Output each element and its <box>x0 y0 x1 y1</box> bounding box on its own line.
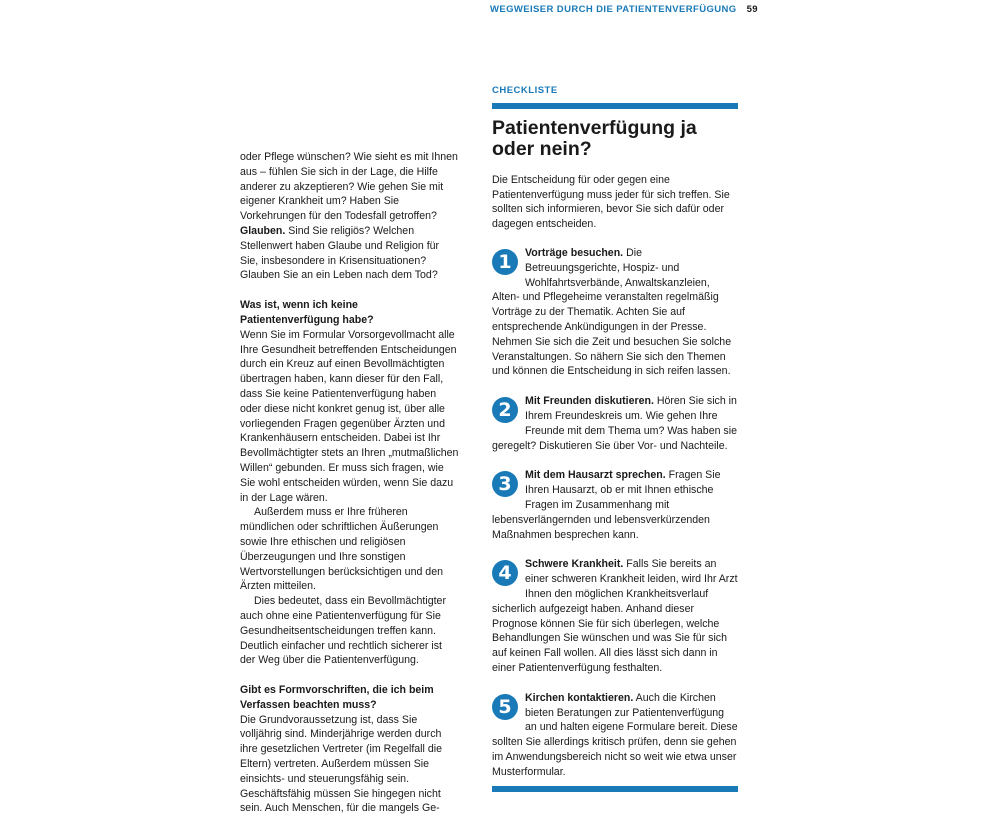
item-heading: Schwere Krankheit. <box>525 558 624 571</box>
number-circle-icon: 4 <box>492 560 518 586</box>
number-circle-icon: 1 <box>492 249 518 275</box>
checklist-kicker: CHECKLISTE <box>492 85 558 96</box>
item-text: Falls Sie bereits an einer schweren Krankheit leiden, wird Ihr Arzt Ihnen den möglichen Krankheitsverlauf sicherlich aufgezeigt haben. Anhand dieser Prognose können Sie für sich überlegen, welche Behandlungen Sie wünschen und was Sie für sich auf keinen Fall wollen. All dies lässt sich dann in einer Patientenverfügung festhalten. <box>492 558 738 674</box>
checklist-item <box>492 691 738 780</box>
paragraph: Dies bedeutet, dass ein Bevollmächtigter auch ohne eine Patientenverfügung für Sie Gesundheitsentscheidungen treffen kann. Deutlich einfacher und rechtlich sicherer ist der Weg über die Patientenverfügung. <box>240 595 446 667</box>
item-heading: Mit Freunden diskutieren. <box>525 395 654 408</box>
paragraph: Die Grundvoraussetzung ist, dass Sie volljährig sind. Minderjährige werden durch ihre gesetzlichen Vertreter (im Regelfall die Eltern) vertreten. Außerdem müssen Sie einsichts- und steuerungsfähig sein. Geschäftsfähig müssen Sie hingegen nicht sein. Auch Menschen, für die mangels Ge- <box>240 713 442 815</box>
number-circle-icon: 3 <box>492 471 518 497</box>
section-heading: Gibt es Formvorschriften, die ich beim Verfassen beachten muss? <box>240 684 434 711</box>
number-circle-icon: 5 <box>492 694 518 720</box>
accent-rule-top <box>492 103 738 109</box>
checklist-item <box>492 394 738 453</box>
item-text: Auch die Kirchen bieten Beratungen zur Patientenverfügung an und halten eigene Formulare bereit. Diese sollten Sie allerdings kritisch prüfen, denn sie gehen im Anwendungsbereich nicht so weit wie etwa unser Musterformular. <box>492 691 738 778</box>
checklist-intro: Die Entscheidung für oder gegen eine Patientenverfügung muss jeder für sich treffen. Sie sollten sich informieren, bevor Sie sich dafür oder dagegen entscheiden. <box>492 173 730 231</box>
checklist-item <box>492 246 738 379</box>
item-text: Fragen Sie Ihren Hausarzt, ob er mit Ihnen ethische Fragen im Zusammenhang mit lebensverlängernden und lebensverkürzenden Maßnahmen besprechen kann. <box>492 469 721 541</box>
item-text: Die Betreuungsgerichte, Hospiz- und Wohlfahrtsverbände, Anwaltskanzleien, Alten- und Pflegeheime veranstalten regelmäßig Vorträge zu der Thematik. Achten Sie auf entsprechende Ankündigungen in der Presse. Nehmen Sie sich die Zeit und besuchen Sie solche Veranstaltungen. So nähern Sie sich den Themen und können die Entscheidung in sich reifen lassen. <box>492 246 732 378</box>
run-in-heading: Glauben. <box>240 224 286 237</box>
accent-rule-bottom <box>492 786 738 792</box>
left-column <box>240 150 460 816</box>
paragraph: oder Pflege wünschen? Wie sieht es mit Ihnen aus – fühlen Sie sich in der Lage, die Hilfe anderer zu akzeptieren? Wie gehen Sie mit eigener Krankheit um? Haben Sie Vorkehrungen für den Todesfall getroffen? <box>240 151 458 223</box>
checklist-title: Patientenverfügung ja oder nein? <box>492 116 697 160</box>
item-heading: Kirchen kontaktieren. <box>525 691 634 704</box>
running-header <box>490 4 765 15</box>
paragraph <box>240 224 460 283</box>
item-heading: Mit dem Hausarzt sprechen. <box>525 469 666 482</box>
checklist-item <box>492 468 738 542</box>
item-heading: Vorträge besuchen. <box>525 246 624 259</box>
page-number: 59 <box>746 4 758 15</box>
running-header-title: WEGWEISER DURCH DIE PATIENTENVERFÜGUNG <box>490 4 737 15</box>
number-circle-icon: 2 <box>492 397 518 423</box>
paragraph-text: Sind Sie religiös? Welchen Stellenwert haben Glaube und Religion für Sie, insbesondere in Krisensituationen? Glauben Sie an ein Leben nach dem Tod? <box>240 224 440 282</box>
paragraph: Wenn Sie im Formular Vorsorgevollmacht alle Ihre Gesundheit betreffenden Entscheidungen durch ein Kreuz auf einen Bevollmächtigten übertragen haben, kann dieser für den Fall, dass Sie keine Patientenverfügung haben oder diese nicht konkret genug ist, über alle vorliegenden Fragen gegenüber Ärzten und Krankenhäusern entscheiden. Dabei ist Ihr Bevollmächtigter stets an Ihren „mutmaßlichen Willen“ gebunden. Er muss sich fragen, wie Sie wohl entscheiden würden, wenn Sie dazu in der Lage wären. <box>240 328 459 504</box>
checklist-box <box>492 84 738 794</box>
section-heading: Was ist, wenn ich keine Patientenverfügung habe? <box>240 299 374 326</box>
item-text: Hören Sie sich in Ihrem Freundeskreis um. Wie gehen Ihre Freunde mit dem Thema um? Was haben sie geregelt? Diskutieren Sie über Vor- und Nachteile. <box>492 395 737 452</box>
paragraph: Außerdem muss er Ihre früheren mündlichen oder schriftlichen Äußerungen sowie Ihre ethischen und religiösen Überzeugungen und Ihre sonstigen Wertvorstellungen berücksichtigen und den Ärzten mitteilen. <box>240 506 443 593</box>
checklist-item <box>492 557 738 675</box>
